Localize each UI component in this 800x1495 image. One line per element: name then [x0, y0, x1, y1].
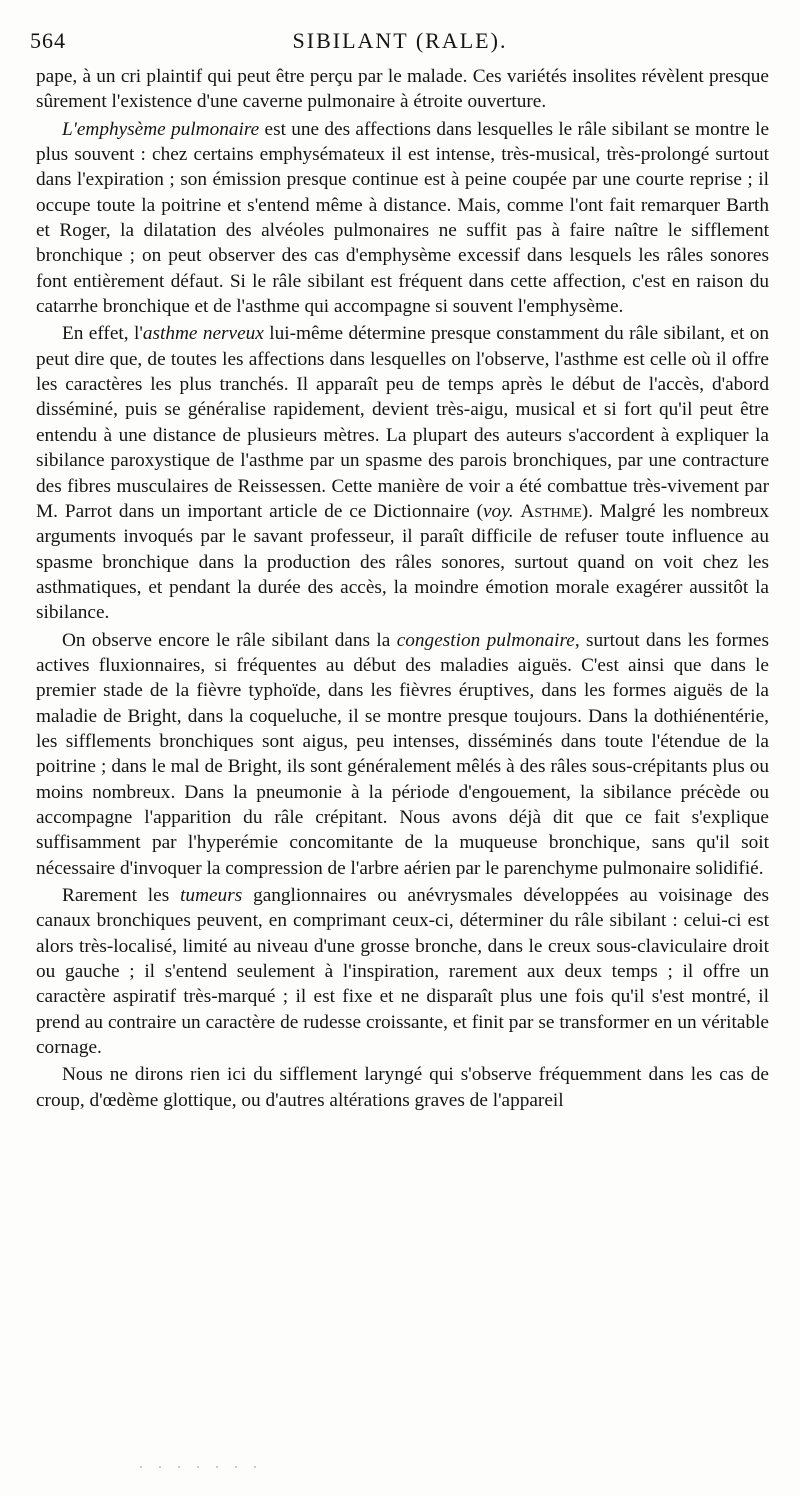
- paragraph-2: [36, 117, 769, 320]
- paragraph-4: [36, 628, 769, 881]
- text-run: ganglionnaires ou anévrysmales développées au voisinage des canaux bronchiques peuvent, en comprimant ceux-ci, déterminer du râle sibilant : celui-ci est alors très-localisé, limité au niveau d'une grosse bronche, dans le creux sous-claviculaire droit ou gauche ; il s'entend seulement à l'inspiration, rarement aux deux temps ; il offre un caractère aspiratif très-marqué ; il est fixe et ne disparaît plus une fois qu'il s'est montré, il prend au contraire un caractère de rudesse croissante, et finit par se transformer en un véritable cornage.: [36, 885, 769, 1059]
- text-run: lui-même détermine presque constamment du râle sibilant, et on peut dire que, de toutes les affections dans lesquelles on l'observe, l'asthme est celle où il offre les caractères les plus tranchés. Il apparaît peu de temps après le début de l'accès, d'abord disséminé, puis se généralise rapidement, devient très-aigu, musical et si fort qu'il peut être entendu à une distance de plusieurs mètres. La plupart des auteurs s'accordent à expliquer la sibilance paroxystique de l'asthme par un spasme des parois bronchiques, par une contracture des fibres musculaires de Reissessen. Cette manière de voir a été combattue très-vivement par M. Parrot dans un important article de ce Dictionnaire (: [36, 323, 769, 522]
- page-number: 564: [30, 28, 66, 53]
- body-text: [36, 64, 769, 1113]
- text-run: , surtout dans les formes actives fluxionnaires, si fréquentes au début des maladies aiguës. C'est ainsi que dans le premier stade de la fièvre typhoïde, dans les fièvres éruptives, dans les formes aiguës de la maladie de Bright, dans la coqueluche, il se montre presque toujours. Dans la dothiénentérie, les sifflements bronchiques sont aigus, peu intenses, disséminés dans toute l'étendue de la poitrine ; dans le mal de Bright, ils sont généralement mêlés à des râles sous-crépitants plus ou moins nombreux. Dans la pneumonie à la période d'engouement, la sibilance précède ou accompagne l'apparition du râle crépitant. Nous avons déjà dit que ce fait s'explique suffisamment par l'hyperémie concomitante de la muqueuse bronchique, sans qu'il soit nécessaire d'invoquer la compression de l'arbre aérien par le parenchyme pulmonaire solidifié.: [36, 629, 769, 879]
- running-title: SIBILANT (RALE).: [292, 28, 508, 53]
- text-run: Nous ne dirons rien ici du sifflement laryngé qui s'observe fréquemment dans les cas de croup, d'œdème glottique, ou d'autres altérations graves de l'appareil: [36, 1064, 769, 1111]
- italic-term: tumeurs: [180, 885, 243, 906]
- scan-speckle: [140, 1455, 300, 1461]
- page-header: [30, 28, 770, 62]
- italic-term: L': [62, 118, 77, 140]
- italic-term: voy.: [483, 500, 514, 522]
- italic-term: asthme nerveux: [142, 323, 264, 345]
- paragraph-1: [36, 64, 769, 115]
- text-run: On observe encore le râle sibilant dans la: [62, 629, 397, 651]
- small-caps-term: Asthme: [520, 500, 582, 522]
- text-run: Rarement les: [62, 885, 181, 906]
- text-run: est une des affections dans lesquelles le râle sibilant se montre le plus souvent : chez certains emphysémateux il est intense, très-musical, très-prolongé surtout dans l'expiration ; son émission presque continue est à peine coupée par une courte reprise ; il occupe toute la poitrine et s'entend même à distance. Mais, comme l'ont fait remarquer Barth et Roger, la dilatation des alvéoles pulmonaires ne suffit pas à faire naître le sifflement bronchique ; on peut observer des cas d'emphysème excessif dans lesquels les râles sonores font entièrement défaut. Si le râle sibilant est fréquent dans cette affection, c'est en raison du catarrhe bronchique et de l'asthme qui accompagne si souvent l'emphysème.: [36, 118, 770, 318]
- italic-term: emphysème pulmonaire: [76, 118, 260, 140]
- paragraph-6: [36, 1062, 769, 1113]
- italic-term: congestion pulmonaire: [396, 629, 575, 651]
- paragraph-5: [36, 883, 769, 1060]
- text-run: En effet, l': [62, 323, 143, 345]
- text-run: ). Malgré les nombreux arguments invoqués par le savant professeur, il paraît difficile de refuser toute influence au spasme bronchique dans la production des râles sonores, surtout quand on voit chez les asthmatiques, et pendant la durée des accès, la moindre émotion morale exagérer aussitôt la sibilance.: [36, 500, 769, 624]
- paragraph-3: [36, 321, 769, 625]
- text-run: pape, à un cri plaintif qui peut être perçu par le malade. Ces variétés insolites révèlent presque sûrement l'existence d'une caverne pulmonaire à étroite ouverture.: [36, 66, 769, 113]
